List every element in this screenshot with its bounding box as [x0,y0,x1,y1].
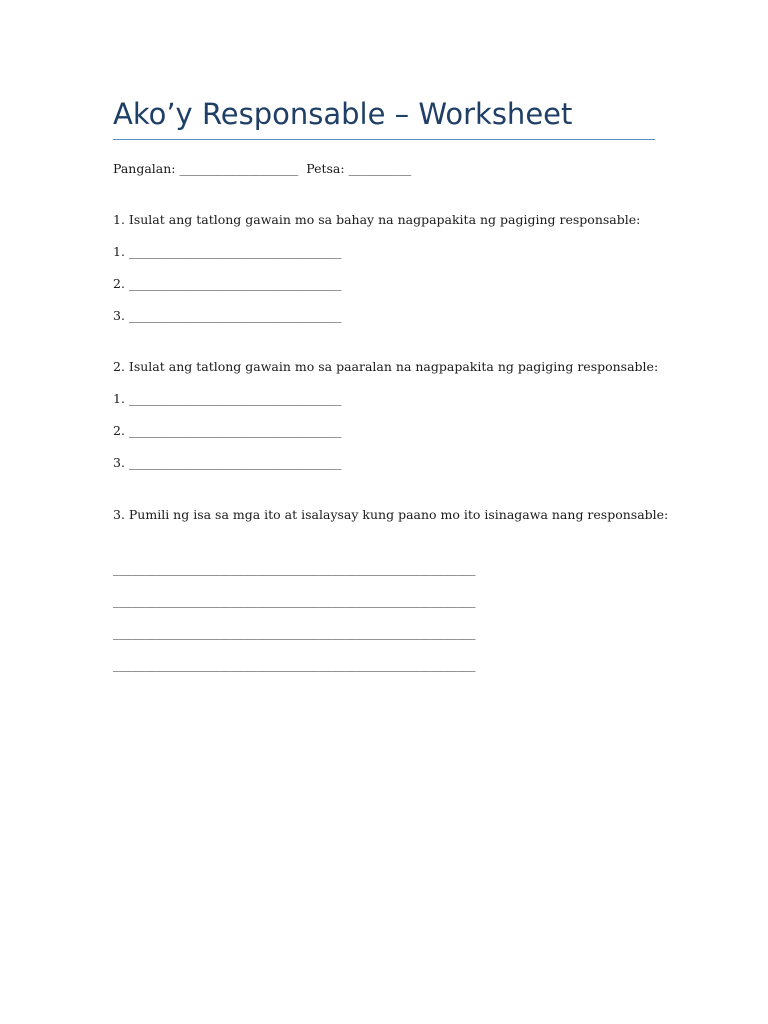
section1-answer-3[interactable]: 3. __________________________________ [113,308,342,323]
name-blank[interactable]: ___________________ [179,161,299,176]
header-fields-row [113,161,411,177]
title-divider [113,139,655,140]
section2-answer-3[interactable]: 3. __________________________________ [113,455,342,470]
section1-prompt: 1. Isulat ang tatlong gawain mo sa bahay na nagpapakita ng pagiging responsable: [113,212,641,227]
section2-answer-1[interactable]: 1. __________________________________ [113,391,342,406]
section3-writing-line-1[interactable]: __________________________________________________________ [113,561,476,576]
section1-answer-1[interactable]: 1. __________________________________ [113,244,342,259]
page-title: Ako’y Responsable – Worksheet [113,97,573,131]
date-blank[interactable]: __________ [348,161,412,176]
section3-writing-line-2[interactable]: __________________________________________________________ [113,593,476,608]
date-label: Petsa: [306,161,345,176]
section3-writing-line-3[interactable]: __________________________________________________________ [113,625,476,640]
name-label: Pangalan: [113,161,176,176]
section3-prompt: 3. Pumili ng isa sa mga ito at isalaysay kung paano mo ito isinagawa nang responsable: [113,507,669,522]
section1-answer-2[interactable]: 2. __________________________________ [113,276,342,291]
section3-writing-line-4[interactable]: __________________________________________________________ [113,657,476,672]
section2-prompt: 2. Isulat ang tatlong gawain mo sa paaralan na nagpapakita ng pagiging responsable: [113,359,659,374]
section2-answer-2[interactable]: 2. __________________________________ [113,423,342,438]
